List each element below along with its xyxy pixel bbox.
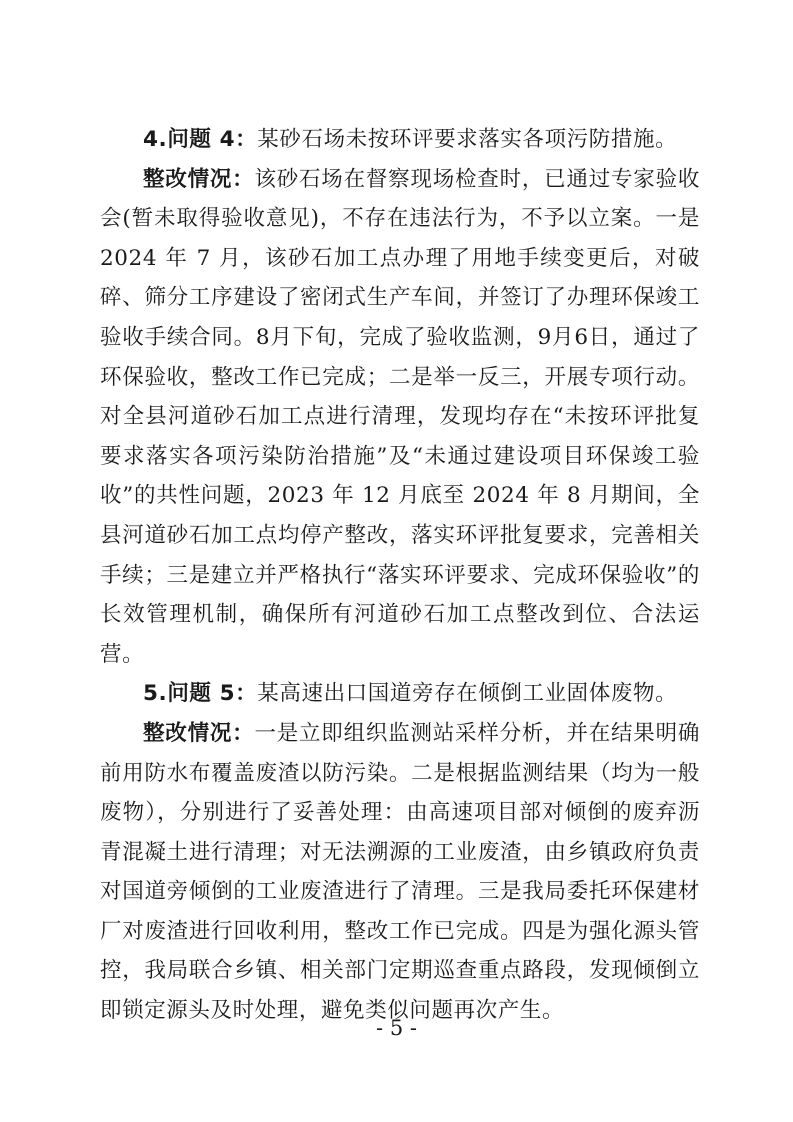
- page-number: - 5 -: [376, 1016, 417, 1040]
- rectification-5-heading: 整改情况：: [143, 720, 255, 746]
- issue-4-heading: 4.问题 4：: [143, 127, 258, 152]
- issue-5-text: 某高速出口国道旁存在倾倒工业固体废物。: [257, 681, 678, 707]
- rectification-4-heading: 整改情况：: [143, 166, 255, 192]
- issue-4-text: 某砂石场未按环评要求落实各项污防措施。: [257, 127, 678, 152]
- rectification-5-text: 一是立即组织监测站采样分析，并在结果明确前用防水布覆盖废渣以防污染。二是根据监测结果（均为一般废物），分别进行了妥善处理：由高速项目部对倾倒的废弃沥青混凝土进行清理；对无法溯源的工业废渣，由乡镇政府负责对国道旁倾倒的工业废渣进行了清理。三是我局委托环保建材厂对废渣进行回收利用，整改工作已完成。四是为强化源头管控，我局联合乡镇、相关部门定期巡查重点路段，发现倾倒立即锁定源头及时处理，避免类似问题再次产生。: [100, 720, 700, 1024]
- paragraph-issue-5: [100, 674, 700, 714]
- rectification-4-text: 该砂石场在督察现场检查时，已通过专家验收会(暂未取得验收意见)，不存在违法行为，不予以立案。一是 2024 年 7 月，该砂石加工点办理了用地手续变更后，对破碎、筛分工序建设了密闭式生产车间，并签订了办理环保竣工验收手续合同。8月下旬，完成了验收监测，9月6日，通过了环保验收，整改工作已完成；二是举一反三，开展专项行动。对全县河道砂石加工点进行清理，发现均存在“未按环评批复要求落实各项污染防治措施”及“未通过建设项目环保竣工验收”的共性问题，2023 年 12 月底至 2024 年 8 月期间，全县河道砂石加工点均停产整改，落实环评批复要求，完善相关手续；三是建立并严格执行“落实环评要求、完成环保验收”的长效管理机制，确保所有河道砂石加工点整改到位、合法运营。: [100, 166, 700, 667]
- document-body: [100, 120, 700, 1031]
- paragraph-rectification-4: [100, 160, 700, 675]
- issue-5-heading: 5.问题 5：: [143, 681, 258, 707]
- paragraph-rectification-5: [100, 714, 700, 1031]
- paragraph-issue-4: [100, 120, 700, 160]
